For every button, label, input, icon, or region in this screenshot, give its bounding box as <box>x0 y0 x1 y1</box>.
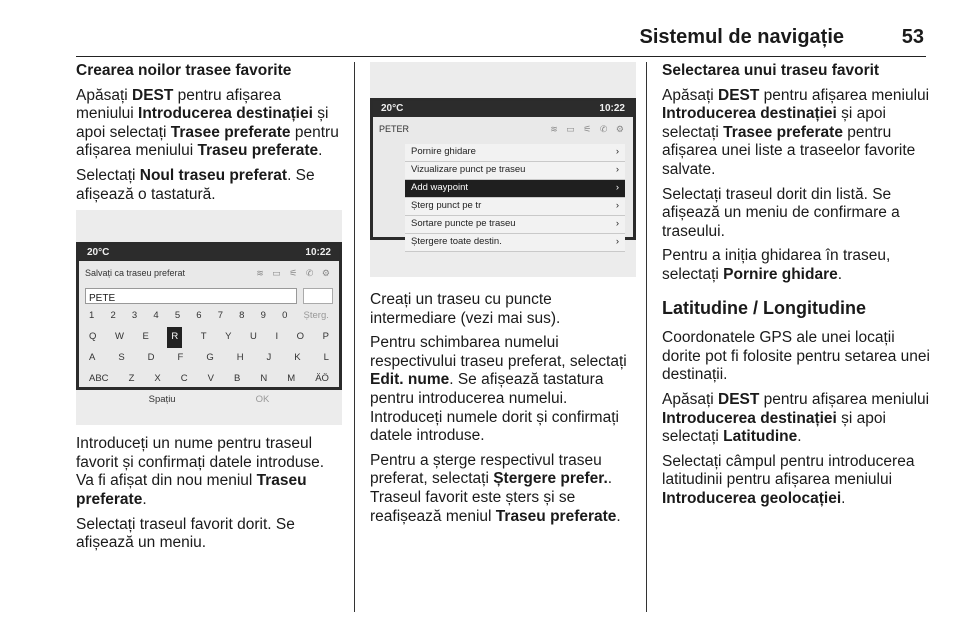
bold-term: Traseu preferate <box>76 472 307 508</box>
text-run: . Traseul favorit este șters și se reafișează meniul <box>370 470 613 525</box>
key-s[interactable]: S <box>118 351 125 363</box>
bold-term: Latitudine <box>723 428 798 446</box>
keyboard-row <box>79 327 339 348</box>
menu-item-label: Șterg punct pe tr <box>411 199 482 211</box>
bold-term: Introducerea destinației <box>662 409 837 427</box>
menu-item[interactable] <box>405 198 625 216</box>
key-d[interactable]: D <box>147 351 155 363</box>
text-run: pentru afișarea meniului <box>76 86 282 123</box>
status-icons: ≋ ▭ ⚟ ✆ ⚙ <box>550 124 627 134</box>
text-run: pentru afișarea meniului <box>759 86 930 104</box>
key-n[interactable]: N <box>260 372 268 384</box>
key-o[interactable]: O <box>296 330 305 342</box>
key-4[interactable]: 4 <box>153 309 159 321</box>
key-i[interactable]: I <box>275 330 279 342</box>
clock: 10:22 <box>305 246 331 258</box>
name-input[interactable]: PETE <box>85 288 297 304</box>
chevron-right-icon: › <box>615 181 619 193</box>
bold-term: Pornire ghidare <box>723 265 838 283</box>
text-run: Apăsați <box>662 390 719 408</box>
route-menu <box>405 144 625 252</box>
menu-item[interactable] <box>405 162 625 180</box>
paragraph <box>662 87 934 180</box>
header-title: Sistemul de navigație <box>639 26 844 48</box>
keyboard-figure <box>76 210 342 425</box>
page-number: 53 <box>901 26 924 48</box>
chevron-right-icon: › <box>615 145 619 157</box>
text-run: . <box>616 507 621 525</box>
key-spațiu[interactable]: Spațiu <box>148 393 176 405</box>
key-c[interactable]: C <box>180 372 188 384</box>
key-2[interactable]: 2 <box>110 309 116 321</box>
key-äö[interactable]: ÄÖ <box>315 372 329 384</box>
key-ok[interactable]: OK <box>255 393 270 405</box>
menu-item-label: Add waypoint <box>411 181 469 193</box>
header-divider <box>76 56 926 57</box>
column-divider-1 <box>354 62 355 612</box>
key-8[interactable]: 8 <box>239 309 245 321</box>
text-run: și apoi selectați <box>662 409 886 446</box>
key-m[interactable]: M <box>287 372 296 384</box>
key-u[interactable]: U <box>250 330 257 342</box>
key-z[interactable]: Z <box>128 372 135 384</box>
temperature: 20°C <box>381 102 404 114</box>
section-heading-large: Latitudine / Longitudine <box>662 297 866 318</box>
text-run: Selectați <box>76 166 140 184</box>
text-run: Apăsați <box>662 86 719 104</box>
text-run: . Se afișează o tastatură. <box>76 166 315 203</box>
column-3 <box>662 62 934 514</box>
key-l[interactable]: L <box>323 351 329 363</box>
menu-item-label: Ștergere toate destin. <box>411 235 502 247</box>
bold-term: Trasee preferate <box>723 123 843 141</box>
status-icons: ≋ ▭ ⚟ ✆ ⚙ <box>256 268 333 279</box>
status-bar <box>373 101 633 117</box>
chevron-right-icon: › <box>615 235 619 247</box>
text-run: pentru afișarea meniului <box>76 123 339 160</box>
clock: 10:22 <box>599 102 625 114</box>
text-run: pentru afișarea meniului <box>759 390 930 408</box>
page-header <box>0 0 960 56</box>
column-2 <box>370 62 636 532</box>
paragraph <box>662 247 934 284</box>
keyboard-row <box>79 348 339 369</box>
key-abc[interactable]: ABC <box>89 372 109 384</box>
paragraph <box>76 435 342 509</box>
key-7[interactable]: 7 <box>217 309 224 321</box>
key-3[interactable]: 3 <box>131 309 138 321</box>
key-p[interactable]: P <box>322 330 329 342</box>
key-f[interactable]: F <box>177 351 184 363</box>
key-r[interactable]: R <box>167 327 182 348</box>
paragraph: Selectați traseul favorit dorit. Se afișează un meniu. <box>76 515 295 552</box>
paragraph <box>662 391 934 447</box>
key-x[interactable]: X <box>154 372 161 384</box>
paragraph <box>76 167 342 204</box>
key-e[interactable]: E <box>142 330 149 342</box>
paragraph <box>370 452 636 526</box>
text-run: și apoi selectați <box>662 105 886 141</box>
bold-term: DEST <box>718 390 760 408</box>
key-a[interactable]: A <box>89 351 96 363</box>
key-g[interactable]: G <box>206 351 214 363</box>
status-bar <box>79 245 339 261</box>
text-run: Pentru a șterge respectivul traseu preferat, selectați <box>370 451 602 488</box>
chevron-right-icon: › <box>615 163 619 175</box>
menu-item[interactable] <box>405 180 625 198</box>
key-t[interactable]: T <box>200 330 207 342</box>
temperature: 20°C <box>87 246 110 258</box>
screen-subtitle: PETER <box>379 124 410 134</box>
menu-item-label: Sortare puncte pe traseu <box>411 217 516 229</box>
bold-term: Traseu preferate <box>197 142 319 160</box>
menu-item[interactable] <box>405 234 625 252</box>
key-6[interactable]: 6 <box>196 309 202 321</box>
text-run: . <box>318 142 323 160</box>
chevron-right-icon: › <box>615 217 619 229</box>
key-k[interactable]: K <box>294 351 301 363</box>
bold-term: Ștergere prefer. <box>493 470 608 488</box>
text-run: Selectați câmpul pentru introducerea latitudinii pentru afișarea meniului <box>662 452 915 489</box>
text-run: pentru afișarea unei liste a traseelor favorite salvate. <box>662 123 916 178</box>
key-w[interactable]: W <box>114 330 124 342</box>
bold-term: Edit. nume <box>370 371 450 389</box>
key-j[interactable]: J <box>266 351 272 363</box>
text-run: . <box>797 428 802 446</box>
section-heading: Crearea noilor trasee favorite <box>76 62 292 79</box>
bold-term: Introducerea geolocației <box>662 489 842 507</box>
text-run: . <box>837 265 843 283</box>
key-v[interactable]: V <box>207 372 214 384</box>
bold-term: DEST <box>718 86 760 104</box>
bold-term: Noul traseu preferat <box>139 166 288 184</box>
menu-item[interactable] <box>405 216 625 234</box>
column-1 <box>76 62 342 559</box>
bold-term: DEST <box>132 86 174 104</box>
bold-term: Traseu preferate <box>495 507 617 525</box>
keyboard-row <box>79 369 339 390</box>
menu-item[interactable] <box>405 144 625 162</box>
text-run: Apăsați <box>76 86 133 104</box>
text-run: și apoi selectați <box>76 105 329 141</box>
keyboard <box>79 306 339 411</box>
text-run: . Se afișează tastatura pentru introducerea numelui. Introduceți numele dorit și confirmați datele introduse. <box>370 371 619 445</box>
screen-subtitle-row <box>79 261 339 286</box>
paragraph: Selectați traseul dorit din listă. Se afișează un meniu de confirmare a traseului. <box>662 185 900 240</box>
section-heading: Selectarea unui traseu favorit <box>662 62 880 79</box>
key-1[interactable]: 1 <box>89 309 95 321</box>
name-field-row <box>85 288 333 304</box>
input-box <box>303 288 333 304</box>
key-b[interactable]: B <box>234 372 241 384</box>
menu-item-label: Vizualizare punct pe traseu <box>411 163 526 175</box>
text-run: . <box>142 490 147 508</box>
keyboard-screen <box>76 242 342 405</box>
screen-subtitle: Salvați ca traseu preferat <box>85 268 186 279</box>
bold-term: Introducerea destinației <box>138 105 313 123</box>
menu-screen <box>370 98 636 247</box>
keyboard-row <box>79 306 339 327</box>
paragraph: Creați un traseu cu puncte intermediare (vezi mai sus). <box>370 291 561 327</box>
paragraph <box>370 334 636 446</box>
menu-figure <box>370 62 636 277</box>
text-run: Pentru schimbarea numelui respectivului traseu preferat, selectați <box>370 334 627 370</box>
key-h[interactable]: H <box>236 351 244 363</box>
chevron-right-icon: › <box>615 199 619 211</box>
bold-term: Introducerea destinației <box>662 105 837 123</box>
text-run: . <box>841 489 846 507</box>
key-0[interactable]: 0 <box>282 309 288 321</box>
key-șterg.[interactable]: Șterg. <box>303 309 329 321</box>
paragraph <box>662 453 934 509</box>
key-y[interactable]: Y <box>225 330 232 342</box>
text-run: Introduceți un nume pentru traseul favorit și confirmați datele introduse. Va fi afișat din nou meniul <box>76 435 325 490</box>
key-q[interactable]: Q <box>89 330 97 342</box>
column-divider-2 <box>646 62 647 612</box>
keyboard-row <box>79 390 339 411</box>
screen-subtitle-row <box>373 117 633 142</box>
paragraph: Coordonatele GPS ale unei locații dorite pot fi folosite pentru setarea unei destinații. <box>662 329 930 384</box>
menu-item-label: Pornire ghidare <box>411 145 476 157</box>
key-5[interactable]: 5 <box>174 309 181 321</box>
key-9[interactable]: 9 <box>260 309 266 321</box>
text-run: Pentru a iniția ghidarea în traseu, selectați <box>662 247 891 283</box>
bold-term: Trasee preferate <box>170 123 291 141</box>
paragraph <box>76 87 342 161</box>
